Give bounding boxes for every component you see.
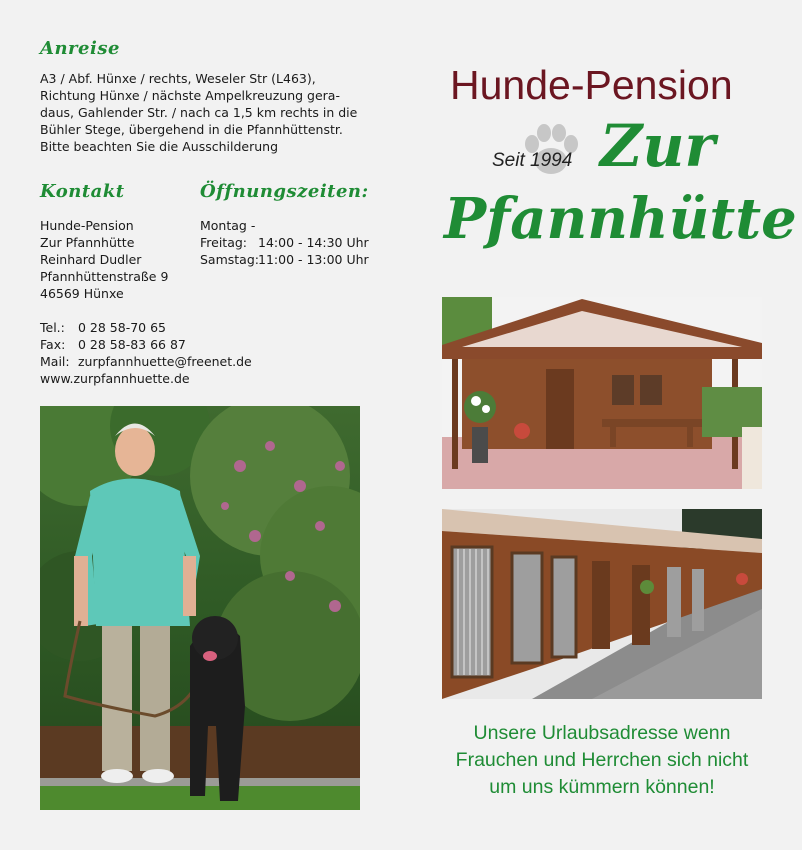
kontakt-communication — [40, 319, 252, 387]
fax-number: 0 28 58-83 66 87 — [78, 337, 186, 352]
slogan-line: um uns kümmern können! — [489, 776, 715, 798]
photo-wooden-cabin — [442, 297, 762, 489]
anreise-heading: Anreise — [40, 38, 120, 59]
brand-title-hunde-pension: Hunde-Pension — [450, 62, 733, 108]
oeff-day: Samstag: — [200, 252, 259, 267]
photo-owner-with-dog — [40, 406, 360, 810]
address-line: Reinhard Dudler — [40, 252, 142, 267]
oeff-row-saturday — [200, 251, 369, 268]
address-line: Hunde-Pension — [40, 218, 134, 233]
mail-link[interactable]: zurpfannhuette@freenet.de — [78, 354, 252, 369]
mail-row — [40, 353, 252, 370]
oeffnungszeiten-list — [200, 217, 369, 268]
since-year: Seit 1994 — [492, 150, 573, 171]
oeffnungszeiten-heading: Öffnungszeiten: — [200, 181, 369, 202]
oeff-row-weekday — [200, 234, 369, 251]
slogan — [442, 720, 762, 801]
oeff-line: Montag - — [200, 218, 256, 233]
anreise-line: Bitte beachten Sie die Ausschilderung — [40, 139, 279, 154]
slogan-line: Frauchen und Herrchen sich nicht — [455, 749, 749, 771]
anreise-directions — [40, 70, 385, 155]
anreise-line: Richtung Hünxe / nächste Ampelkreuzung gera- — [40, 88, 340, 103]
tel-row — [40, 319, 252, 336]
address-line: Zur Pfannhütte — [40, 235, 135, 250]
kontakt-address — [40, 217, 168, 302]
fax-label: Fax: — [40, 337, 66, 352]
anreise-line: daus, Gahlender Str. / nach ca 1,5 km rechts in die — [40, 105, 358, 120]
brand-name-zur: Zur — [600, 112, 716, 180]
mail-label: Mail: — [40, 354, 70, 369]
slogan-line: Unsere Urlaubsadresse wenn — [473, 722, 731, 744]
fax-row — [40, 336, 252, 353]
address-line: 46569 Hünxe — [40, 286, 124, 301]
anreise-line: A3 / Abf. Hünxe / rechts, Weseler Str (L463), — [40, 71, 316, 86]
oeff-time: 14:00 - 14:30 Uhr — [258, 235, 369, 250]
tel-label: Tel.: — [40, 320, 65, 335]
photo-kennel-row — [442, 509, 762, 699]
oeff-time: 11:00 - 13:00 Uhr — [258, 252, 369, 267]
owner-dog-illustration — [40, 406, 360, 810]
website-link[interactable]: www.zurpfannhuette.de — [40, 371, 190, 386]
tel-number[interactable]: 0 28 58-70 65 — [78, 320, 167, 335]
address-line: Pfannhüttenstraße 9 — [40, 269, 169, 284]
kontakt-heading: Kontakt — [40, 181, 125, 202]
anreise-line: Bühler Stege, übergehend in die Pfannhüttenstr. — [40, 122, 343, 137]
brand-name-pfannhuette: Pfannhütte — [444, 186, 797, 252]
oeff-day: Freitag: — [200, 235, 248, 250]
